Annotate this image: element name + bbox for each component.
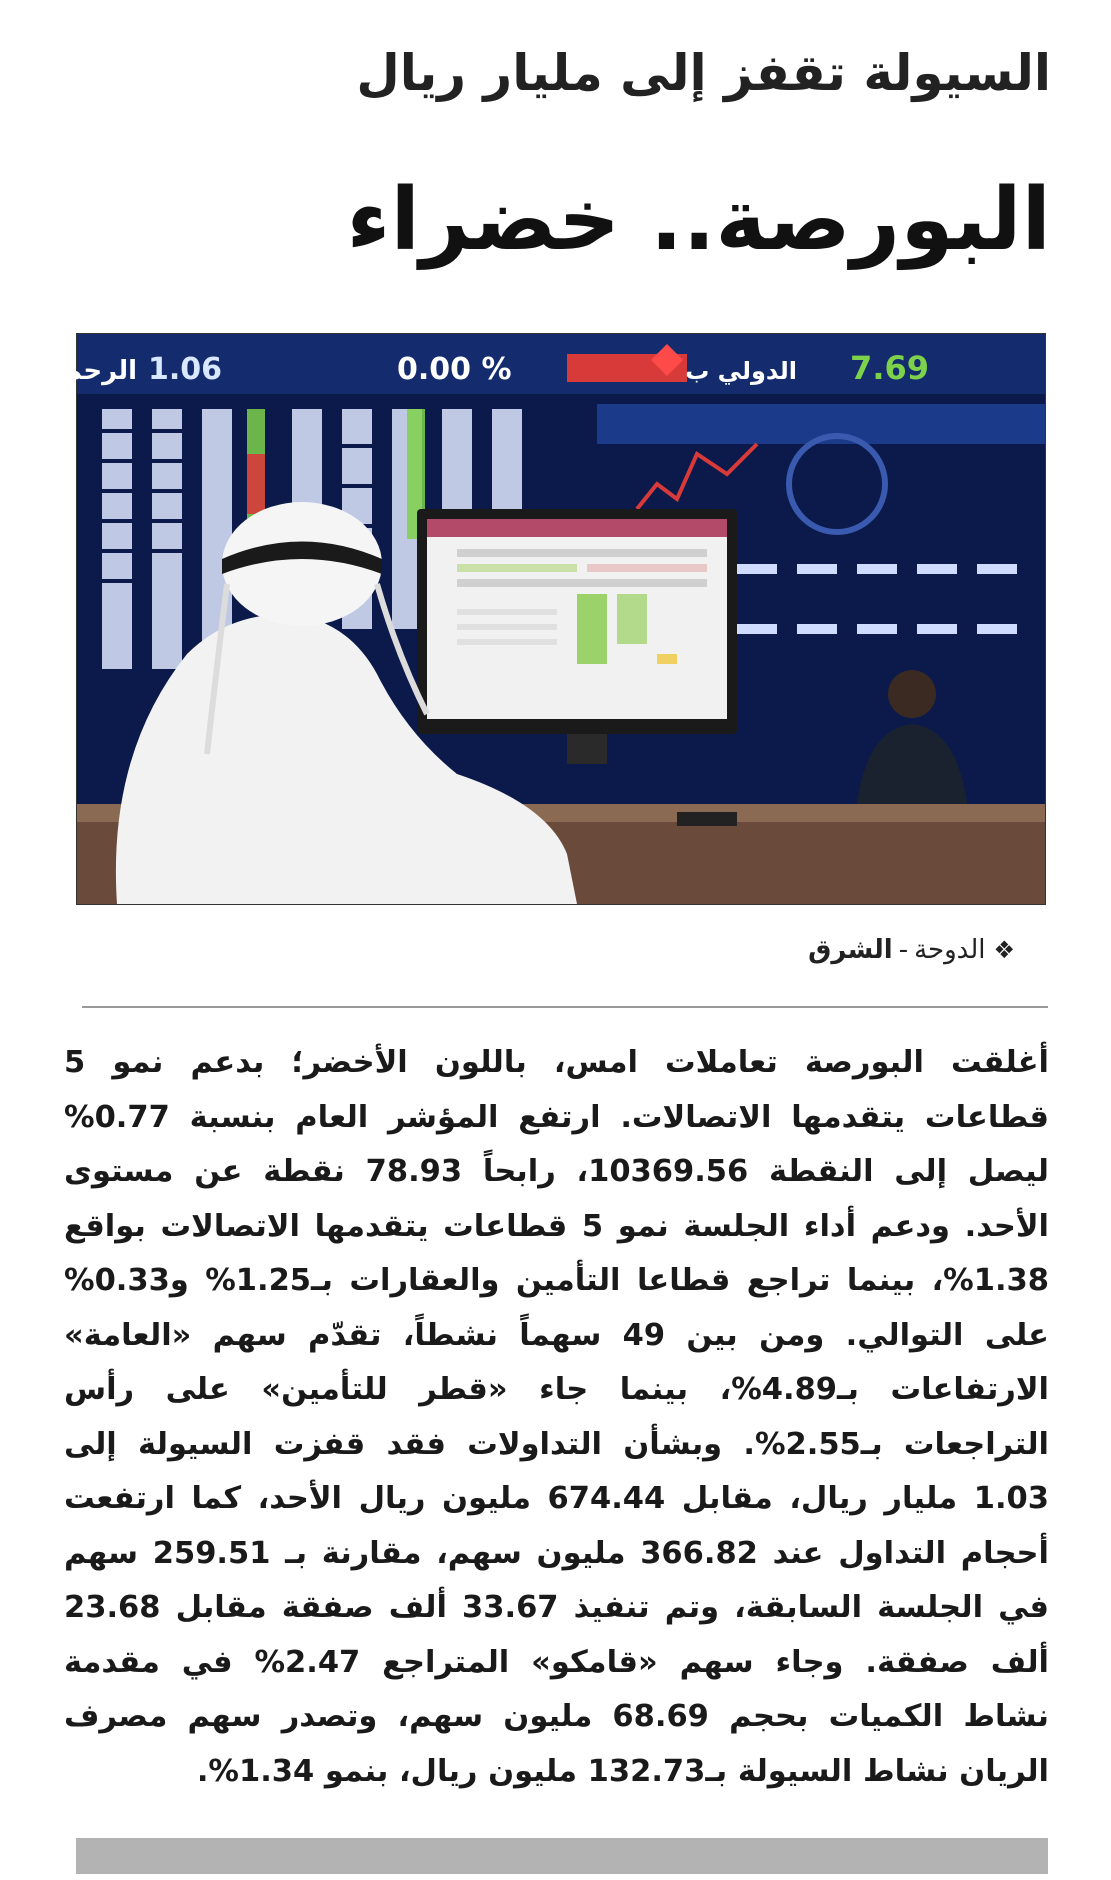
article-headline: البورصة.. خضراء (346, 170, 1051, 270)
photo-caption (808, 932, 1015, 968)
board-left-label: الرحمة (50, 356, 137, 386)
board-right-label: الدولي ب (685, 357, 797, 385)
board-center-value: 0.00 % (397, 352, 512, 387)
caption-separator: - (898, 935, 909, 965)
caption-city: الدوحة (914, 935, 986, 965)
diamond-bullet-icon: ❖ (993, 936, 1015, 964)
board-left-value: 1.06 (147, 352, 222, 387)
trading-floor-illustration (50, 334, 1045, 904)
stock-exchange-photo (50, 333, 1046, 905)
board-right-value: 7.69 (850, 349, 929, 387)
divider-line (82, 1006, 1048, 1008)
article-subheadline: السيولة تقفز إلى مليار ريال (356, 44, 1051, 102)
caption-source: الشرق (808, 935, 893, 965)
article-body: أغلقت البورصة تعاملات امس، باللون الأخضر؛ بدعم نمو 5 قطاعات يتقدمها الاتصالات. ارتفع المؤشر العام بنسبة 0.77% ليصل إلى النقطة 10369.56، رابحاً 78.93 نقطة عن مستوى الأحد. ودعم أداء الجلسة نمو 5 قطاعات يتقدمها الاتصالات بواقع 1.38%، بينما تراجع قطاعا التأمين والعقارات بـ1.25% و0.33% على التوالي. ومن بين 49 سهماً نشطاً، تقدّم سهم «العامة» الارتفاعات بـ4.89%، بينما جاء «قطر للتأمين» على رأس التراجعات بـ2.55%. وبشأن التداولات فقد قفزت السيولة إلى 1.03 مليار ريال، مقابل 674.44 مليون ريال الأحد، كما ارتفعت أحجام التداول عند 366.82 مليون سهم، مقارنة بـ 259.51 سهم في الجلسة السابقة، وتم تنفيذ 33.67 ألف صفقة مقابل 23.68 ألف صفقة. وجاء سهم «قامكو» المتراجع 2.47% في مقدمة نشاط الكميات بحجم 68.69 مليون سهم، وتصدر سهم مصرف الريان نشاط السيولة بـ132.73 مليون ريال، بنمو 1.34%. (64, 1045, 1050, 1789)
footer-gray-bar (76, 1838, 1048, 1874)
